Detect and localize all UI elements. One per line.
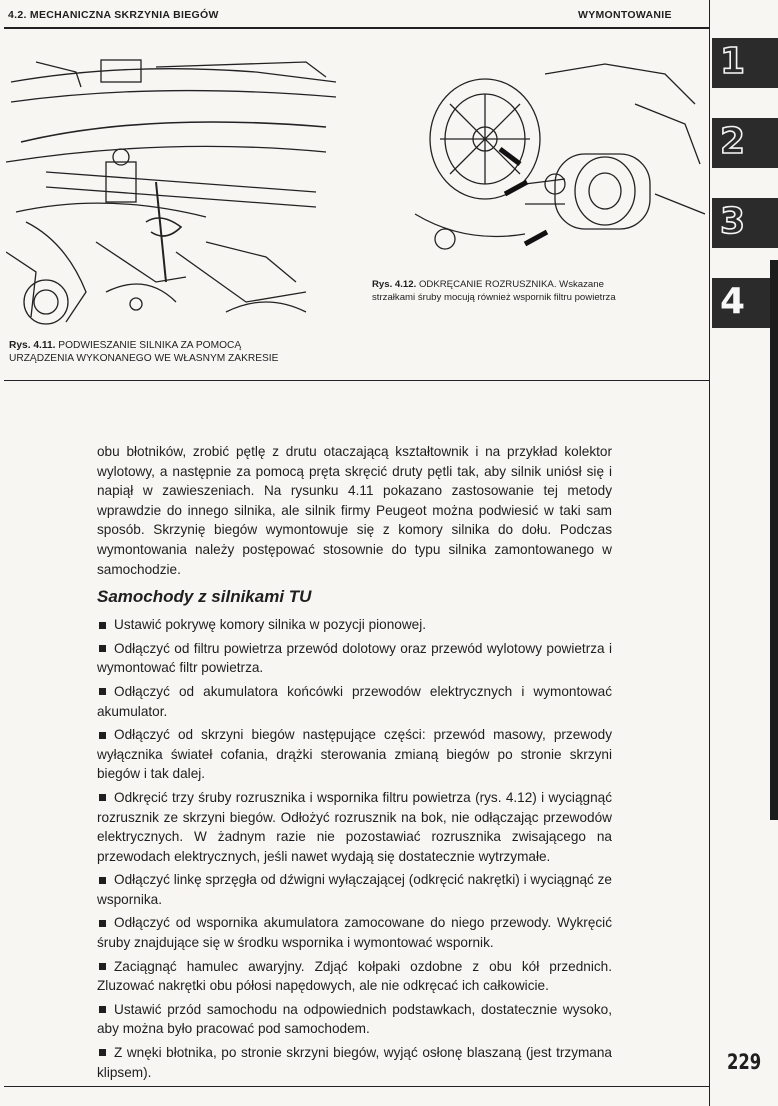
section-heading: Samochody z silnikami TU bbox=[97, 587, 312, 607]
step-item: Z wnęki błotnika, po stronie skrzyni biegów, wyjąć osłonę blaszaną (jest trzymana klipsem). bbox=[97, 1045, 612, 1080]
step-item: Odłączyć od filtru powietrza przewód dolotowy oraz przewód wylotowy powietrza i wymontować filtr powietrza. bbox=[97, 640, 612, 676]
step-item: Odłączyć od akumulatora końcówki przewodów elektrycznych i wymontować akumulator. bbox=[97, 683, 612, 719]
figure-4-12-caption-rest: Wskazane bbox=[556, 279, 604, 290]
figure-4-12-label: Rys. 4.12. bbox=[372, 279, 417, 290]
figure-4-12-illustration bbox=[405, 44, 705, 266]
bullet-icon bbox=[99, 794, 106, 801]
body-text bbox=[97, 442, 612, 1086]
bullet-icon bbox=[99, 877, 106, 884]
bullet-icon bbox=[99, 688, 106, 695]
intro-paragraph: obu błotników, zrobić pętlę z drutu otaczającą kształtownik i na przykład kolektor wylotowy, a następnie za pomocą pręta skręcić druty pętli tak, aby silnik uniósł się i napiął w zawieszeniach. Na rysunku 4.11 pokazano zastosowanie tej metody wprawdzie do innego silnika, ale silnik firmy Peugeot można podwiesić w taki sam sposób. Skrzynię biegów wymontowuje się z komory silnika do dołu. Podczas wymontowania należy postępować stosownie do typu silnika zamontowanego w samochodzie. bbox=[97, 444, 612, 577]
page-right-rule bbox=[709, 0, 710, 1106]
figure-4-11-caption-line2: URZĄDZENIA WYKONANEGO WE WŁASNYM ZAKRESIE bbox=[9, 353, 279, 364]
chapter-tab-2[interactable]: 2 bbox=[712, 118, 778, 168]
step-item: Ustawić pokrywę komory silnika w pozycji pionowej. bbox=[97, 615, 612, 635]
step-item: Odłączyć od wspornika akumulatora zamocowane do niego przewody. Wykręcić śruby znajdujące się w środku wspornika i wymontować wspornik. bbox=[97, 915, 612, 951]
chapter-tab-4-active[interactable]: 4 bbox=[712, 278, 778, 328]
bullet-icon bbox=[99, 963, 106, 970]
figure-bottom-rule bbox=[4, 380, 710, 381]
running-header-section: 4.2. MECHANICZNA SKRZYNIA BIEGÓW bbox=[8, 9, 219, 21]
header-rule bbox=[4, 27, 710, 29]
chapter-tab-1[interactable]: 1 bbox=[712, 38, 778, 88]
running-header-chapter: WYMONTOWANIE bbox=[578, 9, 672, 21]
step-item: Zaciągnąć hamulec awaryjny. Zdjąć kołpaki ozdobne z obu kół przednich. Zluzować nakrętki obu półosi napędowych, ale nie odkręcać ich całkowicie. bbox=[97, 958, 612, 994]
step-item: Odkręcić trzy śruby rozrusznika i wspornika filtru powietrza (rys. 4.12) i wyciągnąć rozrusznik ze skrzyni biegów. Odłożyć rozrusznik na bok, nie odłączając przewodów elektrycznych. W żadnym razie nie pozostawiać rozrusznika zwisającego na przewodach elektrycznych, jeśli nawet wydają się dostatecznie wytrzymałe. bbox=[97, 789, 612, 864]
step-item: Odłączyć od skrzyni biegów następujące części: przewód masowy, przewody wyłącznika świateł cofania, drążki sterowania zmianą biegów po stronie skrzyni biegów i tak dalej. bbox=[97, 727, 612, 782]
step-item: Ustawić przód samochodu na odpowiednich podstawkach, dostatecznie wysoko, aby można było pracować pod samochodem. bbox=[97, 1001, 612, 1037]
page-number: 229 bbox=[727, 1050, 762, 1074]
bullet-icon bbox=[99, 732, 106, 739]
figure-4-11-illustration bbox=[6, 42, 336, 332]
page-edge-shadow bbox=[770, 260, 778, 820]
figure-4-12-caption-upper: ODKRĘCANIE ROZRUSZNIKA. bbox=[418, 279, 557, 290]
chapter-tab-3[interactable]: 3 bbox=[712, 198, 778, 248]
figure-4-11-label: Rys. 4.11. bbox=[9, 340, 56, 351]
bullet-icon bbox=[99, 920, 106, 927]
figure-4-11-caption bbox=[9, 339, 349, 365]
bullet-icon bbox=[99, 1006, 106, 1013]
bullet-icon bbox=[99, 645, 106, 652]
figure-4-12-caption-line2: strzałkami śruby mocują również wspornik filtru powietrza bbox=[372, 292, 616, 303]
figure-4-12-caption bbox=[372, 278, 702, 304]
bullet-icon bbox=[99, 1049, 106, 1056]
bullet-icon bbox=[99, 622, 106, 629]
figure-4-11-caption-line1: PODWIESZANIE SILNIKA ZA POMOCĄ bbox=[58, 340, 242, 351]
step-item: Odłączyć linkę sprzęgła od dźwigni wyłączającej (odkręcić nakrętki) i wyciągnąć ze wspornika. bbox=[97, 872, 612, 907]
